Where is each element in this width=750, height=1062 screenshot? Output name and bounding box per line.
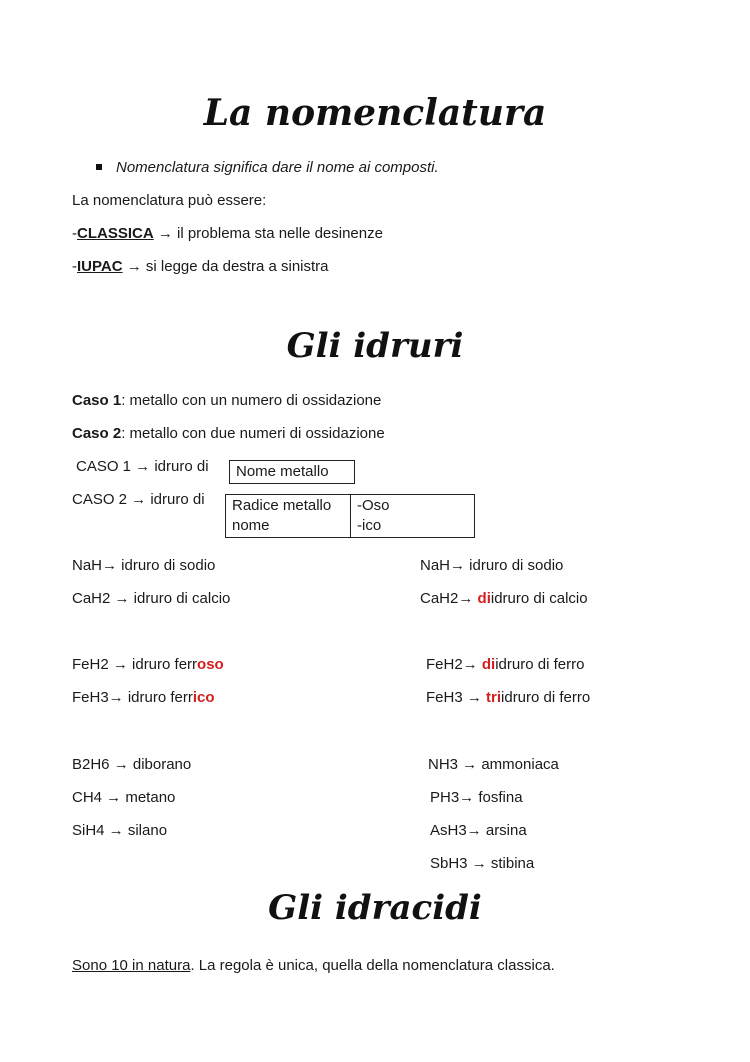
right-nh3: NH3 → ammoniaca: [428, 756, 559, 773]
left-feh2: FeH2 → idruro ferroso: [72, 656, 224, 673]
intro-text: La nomenclatura può essere:: [72, 192, 267, 209]
right-nah: NaH→ idruro di sodio: [420, 557, 564, 574]
idracidi-underlined: Sono 10 in natura: [72, 957, 191, 974]
title-nomenclatura: La nomenclatura: [203, 92, 547, 134]
line-iupac: -IUPAC → si legge da destra a sinistra: [72, 258, 329, 275]
right-ph3: PH3→ fosfina: [430, 789, 523, 806]
idracidi-text: Sono 10 in natura. La regola è unica, quella della nomenclatura classica.: [72, 957, 555, 974]
caso2-line: Caso 2: metallo con due numeri di ossidazione: [72, 425, 385, 442]
term-iupac: IUPAC: [77, 258, 123, 275]
right-feh2: FeH2→ diidruro di ferro: [426, 656, 585, 673]
left-ch4: CH4 → metano: [72, 789, 176, 806]
rule1-box: [229, 460, 355, 484]
rule1-box-cell: Nome metallo: [230, 461, 355, 484]
left-cah2: CaH2 → idruro di calcio: [72, 590, 231, 607]
line-classica: -CLASSICA → il problema sta nelle desinenze: [72, 225, 383, 242]
rule2-label: CASO 2 → idruro di: [72, 491, 205, 508]
right-ash3: AsH3→ arsina: [430, 822, 527, 839]
right-sbh3: SbH3 → stibina: [430, 855, 535, 872]
title-idracidi: Gli idracidi: [268, 888, 482, 928]
left-nah: NaH→ idruro di sodio: [72, 557, 216, 574]
right-cah2: CaH2→ diidruro di calcio: [420, 590, 588, 607]
bullet-marker: [96, 164, 102, 170]
bullet-definition: Nomenclatura significa dare il nome ai composti.: [116, 159, 439, 176]
rule2-box: [225, 494, 475, 538]
rule2-box-right: -Oso -ico: [351, 495, 475, 538]
left-b2h6: B2H6 → diborano: [72, 756, 192, 773]
left-feh3: FeH3→ idruro ferrico: [72, 689, 215, 706]
left-sih4: SiH4 → silano: [72, 822, 168, 839]
term-classica: CLASSICA: [77, 225, 154, 242]
rule2-box-left: Radice metallo nome: [226, 495, 351, 538]
caso1-line: Caso 1: metallo con un numero di ossidazione: [72, 392, 382, 409]
title-idruri: Gli idruri: [286, 326, 464, 366]
right-feh3: FeH3 → triidruro di ferro: [426, 689, 591, 706]
rule1-label: CASO 1 → idruro di: [76, 458, 209, 475]
